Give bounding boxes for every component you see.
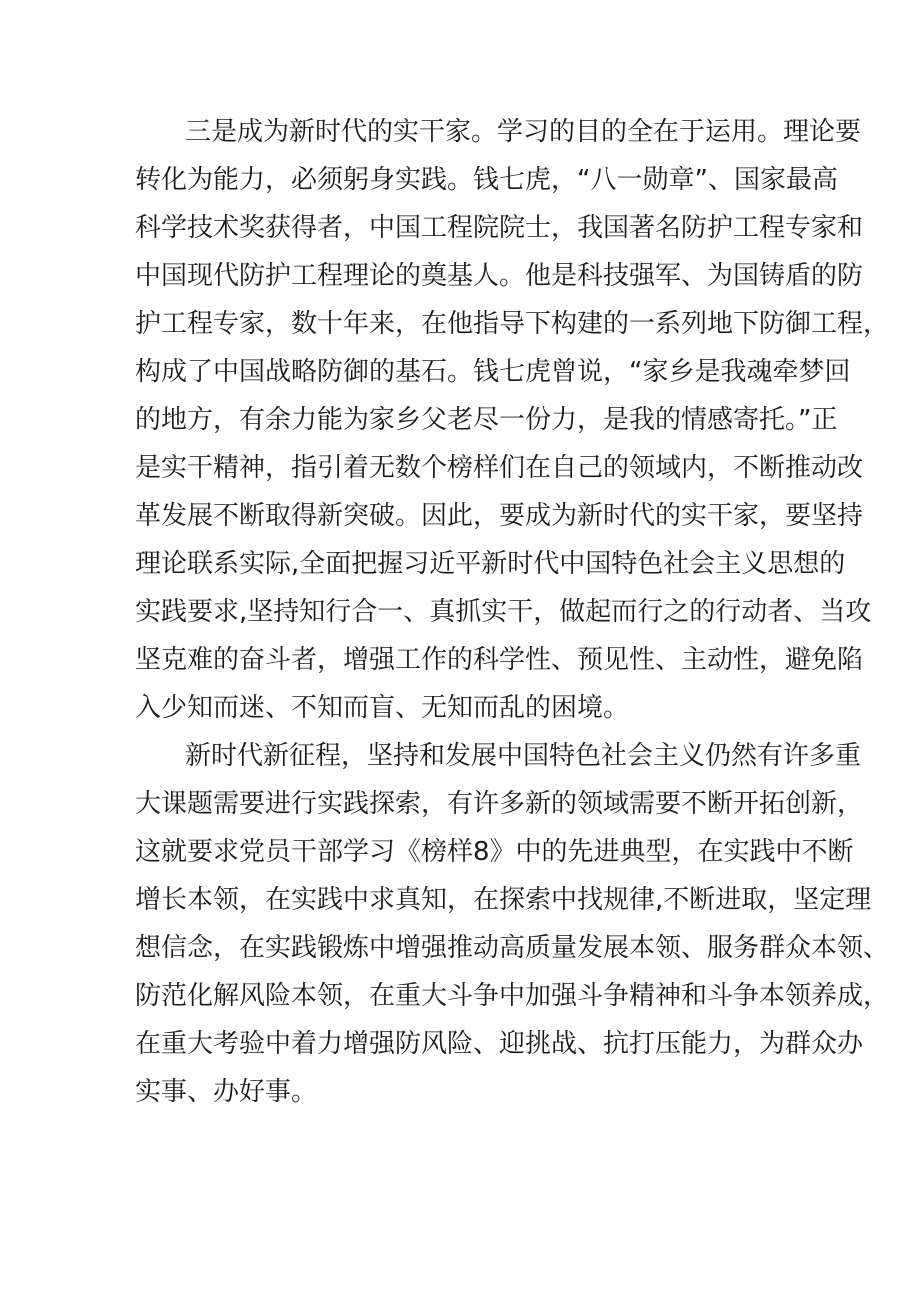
paragraph-line: 转化为能力，必须躬身实践。钱七虎，“八一勋章”、国家最高	[135, 165, 838, 195]
paragraph-line: 构成了中国战略防御的基石。钱七虎曾说，“家乡是我魂牵梦回	[135, 357, 851, 387]
paragraph-line: 实践要求,坚持知行合一、真抓实干，做起而行之的行动者、当攻	[135, 597, 872, 627]
paragraph-line: 入少知而迷、不知而盲、无知而乱的困境。	[135, 693, 630, 723]
paragraph-line: 想信念，在实践锻炼中增强推动高质量发展本领、服务群众本领、	[135, 933, 890, 963]
paragraph-line: 是实干精神，指引着无数个榜样们在自己的领域内，不断推动改	[135, 453, 864, 483]
paragraph-line: 实事、办好事。	[135, 1077, 318, 1107]
paragraph-line: 防范化解风险本领，在重大斗争中加强斗争精神和斗争本领养成，	[135, 981, 890, 1011]
paragraph-line: 科学技术奖获得者，中国工程院院士，我国著名防护工程专家和	[135, 213, 864, 243]
paragraph-line: 护工程专家，数十年来，在他指导下构建的一系列地下防御工程，	[135, 309, 890, 339]
paragraph-line: 在重大考验中着力增强防风险、迎挑战、抗打压能力，为群众办	[135, 1029, 864, 1059]
paragraph-line: 增长本领，在实践中求真知，在探索中找规律,不断进取，坚定理	[135, 885, 872, 915]
paragraph-line: 理论联系实际,全面把握习近平新时代中国特色社会主义思想的	[135, 549, 846, 579]
paragraph-line: 坚克难的奋斗者，增强工作的科学性、预见性、主动性，避免陷	[135, 645, 864, 675]
paragraph-line: 大课题需要进行实践探索，有许多新的领域需要不断开拓创新，	[135, 789, 864, 819]
paragraph-line: 中国现代防护工程理论的奠基人。他是科技强军、为国铸盾的防	[135, 261, 864, 291]
paragraph-line: 的地方，有余力能为家乡父老尽一份力，是我的情感寄托。”正	[135, 405, 838, 435]
paragraph-line: 三是成为新时代的实干家。学习的目的全在于运用。理论要	[185, 117, 862, 147]
paragraph-line: 新时代新征程，坚持和发展中国特色社会主义仍然有许多重	[185, 741, 862, 771]
paragraph-line: 革发展不断取得新突破。因此，要成为新时代的实干家，要坚持	[135, 501, 864, 531]
paragraph-line: 这就要求党员干部学习《榜样8》中的先进典型，在实践中不断	[135, 837, 854, 867]
